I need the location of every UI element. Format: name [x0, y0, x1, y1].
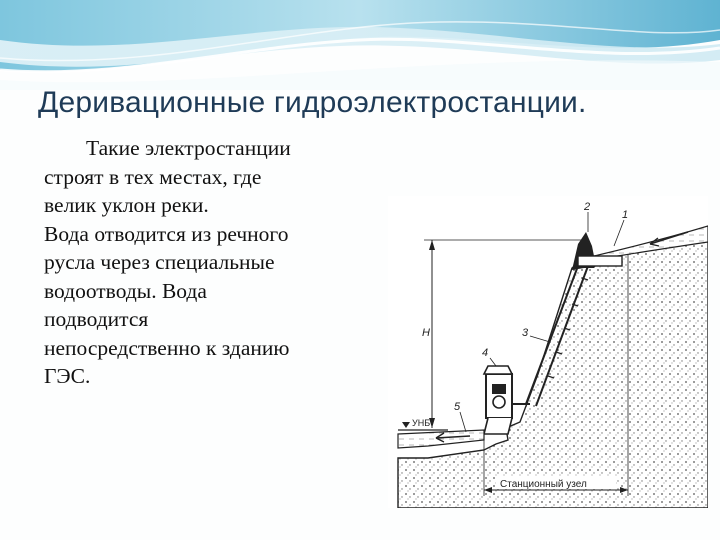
tailwater-level-label: УНБ — [412, 418, 431, 428]
body-line: велик уклон реки. — [44, 193, 209, 217]
body-line: русла через специальные — [44, 250, 275, 274]
callout-2: 2 — [584, 201, 591, 213]
body-text — [44, 134, 389, 391]
callout-4: 4 — [482, 347, 489, 359]
callout-5: 5 — [454, 401, 461, 413]
station-node-label: Станционный узел — [500, 479, 587, 490]
slide-title: Деривационные гидроэлектростанции. — [38, 86, 587, 119]
derivation-hpp-diagram — [388, 196, 708, 508]
body-line: непосредственно к зданию — [44, 335, 290, 360]
callout-1: 1 — [622, 209, 629, 221]
body-line: ГЭС. — [44, 364, 91, 388]
body-line: водоотводы. Вода — [44, 278, 207, 303]
body-line: строят в тех местах, где — [44, 164, 262, 189]
header-wave-decoration — [0, 0, 720, 90]
head-label: H — [422, 327, 430, 339]
body-line: подводится — [44, 307, 149, 331]
body-line: Такие электростанции — [86, 136, 291, 160]
callout-3: 3 — [522, 327, 529, 339]
body-line: Вода отводится из речного — [44, 221, 289, 246]
